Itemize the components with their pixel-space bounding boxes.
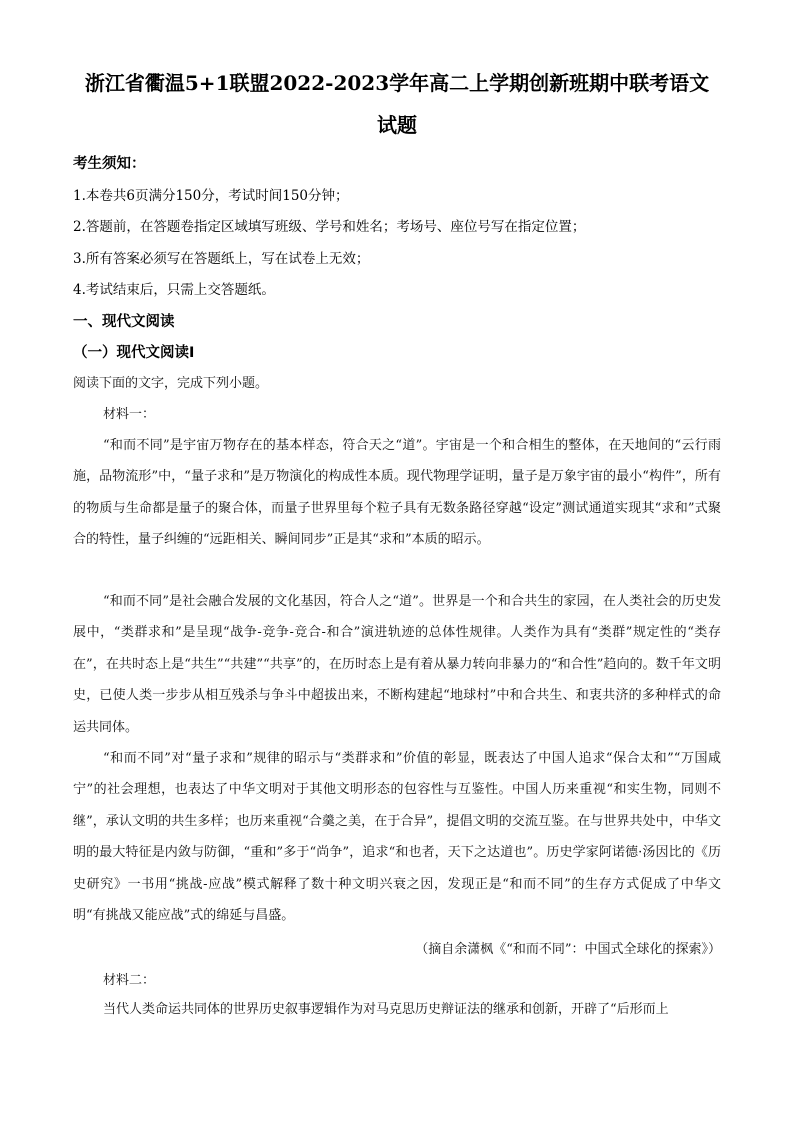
material-one-label: 材料一： (103, 407, 156, 422)
exam-title: 浙江省衢温5+1联盟2022-2023学年高二上学期创新班期中联考语文 (84, 71, 710, 95)
material-two-label: 材料二： (103, 973, 156, 988)
notice-item-3: 3.所有答案必须写在答题纸上，写在试卷上无效； (73, 251, 370, 267)
material-two-paragraph: 当代人类命运共同体的世界历史叙事逻辑作为对马克思历史辩证法的继承和创新，开辟了“后形而上 (103, 1002, 669, 1017)
notice-item-4: 4.考试结束后，只需上交答题纸。 (73, 282, 275, 298)
notice-item-1: 1.本卷共6页满分150分，考试时间150分钟； (73, 188, 349, 204)
material-one-source: （摘自余潇枫《“和而不同”：中国式全球化的探索》） (415, 942, 721, 957)
material-one-paragraph-1: “和而不同”是宇宙万物存在的基本样态，符合天之“道”。宇宙是一个和合相生的整体，在天地间的“云行雨施，品物流形”中，“量子求和”是万物演化的构成性本质。现代物理学证明，量子是万象宇宙的最小“构件”，所有的物质与生命都是量子的聚合体，而量子世界里每个粒子具有无数条路径穿越“设定”测试通道实现其“求和”式聚合的特性，量子纠缠的“远距相关、瞬间同步”正是其“求和”本质的昭示。 (73, 438, 721, 548)
notice-item-2: 2.答题前，在答题卷指定区域填写班级、学号和姓名；考场号、座位号写在指定位置； (73, 219, 586, 235)
exam-title-continued: 试题 (377, 113, 417, 137)
section-heading: 一、现代文阅读 (73, 314, 175, 330)
subsection-heading: （一）现代文阅读Ⅰ (73, 345, 195, 361)
reading-instruction: 阅读下面的文字，完成下列小题。 (73, 376, 269, 391)
material-one-paragraph-3: “和而不同”对“量子求和”规律的昭示与“类群求和”价值的彰显，既表达了中国人追求“保合太和”“万国咸宁”的社会理想，也表达了中华文明对于其他文明形态的包容性与互鉴性。中国人历来重视“和实生物，同则不继”，承认文明的共生多样；也历来重视“合羹之美，在于合异”，提倡文明的交流互鉴。在与世界共处中，中华文明的最大特征是内敛与防御，“重和”多于“尚争”，追求“和也者，天下之达道也”。历史学家阿诺德·汤因比的《历史研究》一书用“挑战-应战”模式解释了数十种文明兴衰之因，发现正是“和而不同”的生存方式促成了中华文明“有挑战又能应战”式的绵延与昌盛。 (73, 751, 721, 924)
notice-heading: 考生须知： (73, 156, 146, 172)
material-one-paragraph-2: “和而不同”是社会融合发展的文化基因，符合人之“道”。世界是一个和合共生的家园，在人类社会的历史发展中，“类群求和”是呈现“战争-竞争-竞合-和合”演进轨迹的总体性规律。人类作为具有“类群”规定性的“类存在”，在共时态上是“共生”“共建”“共享”的，在历时态上是有着从暴力转向非暴力的“和合性”趋向的。数千年文明史，已使人类一步步从相互残杀与争斗中超拔出来，不断构建起“地球村”中和合共生、和衷共济的多种样式的命运共同体。 (73, 594, 721, 735)
